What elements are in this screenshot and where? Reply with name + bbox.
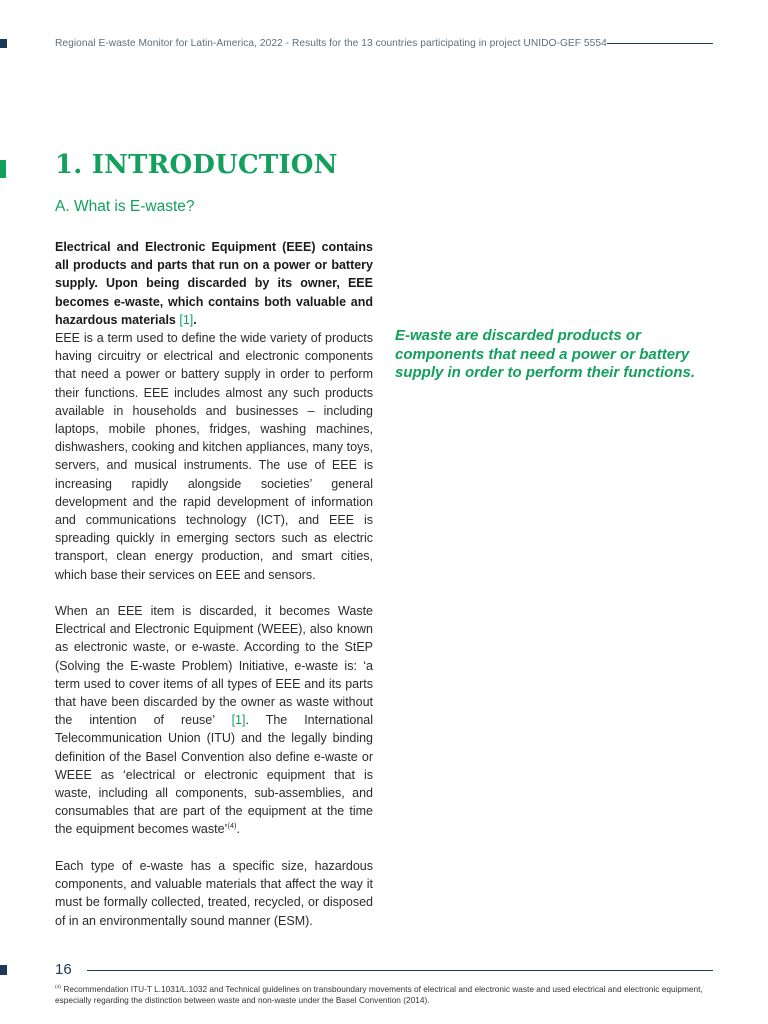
- paragraph-2: When an EEE item is discarded, it becomes Waste Electrical and Electronic Equipment (WEEE), also known as electronic waste, or e-waste. According to the StEP (Solving the E-waste Problem) Initiative, e-waste is: ‘a term used to cover items of all types of EEE and its parts that have been discarded by the owner as waste without the intention of reuse’ [1]. The International Telecommunication Union (ITU) and the legally binding definition of the Basel Convention also define e-waste or WEEE as ‘electrical or electronic equipment that is waste, including all components, sub-assemblies, and consumables that are part of the equipment at the time the equipment becomes waste’$^{(4)}$.: [55, 604, 374, 837]
- footnote-text: Recommendation ITU-T L.1031/L.1032 and Technical guidelines on transboundary movements of electrical and electronic waste and used electrical and electronic equipment, especially regarding the distinction between waste and non-waste under the Basel Convention (2014).: [55, 984, 703, 1005]
- edge-marker-top: [0, 39, 7, 48]
- edge-marker-bottom: [0, 965, 7, 975]
- page-number: 16: [55, 961, 72, 978]
- section-subtitle: A. What is E-waste?: [55, 198, 195, 215]
- paragraph-3: Each type of e-waste has a specific size, hazardous components, and valuable materials that affect the way it must be formally collected, treated, recycled, or disposed of in an environmentally sound manner (ESM).: [55, 859, 373, 928]
- section-title: 1. INTRODUCTION: [55, 150, 338, 180]
- paragraph-1: EEE is a term used to define the wide variety of products having circuitry or electrical and electronic components that need a power or battery supply in order to perform their functions. EEE includes almost any such products available in households and businesses – including laptops, mobile phones, fridges, washing machines, dishwashers, cooking and kitchen appliances, many toys, servers, and musical instruments. The use of EEE is increasing rapidly alongside societies’ general development and the rapid development of information and communications technology (ICT), and EEE is spreading quickly in emerging sectors such as electric transport, clean energy production, and smart cities, which base their services on EEE and sensors.: [55, 331, 373, 582]
- paragraph-3-block: [55, 857, 373, 930]
- reference-link[interactable]: [1]: [179, 312, 194, 327]
- header-rule: [607, 43, 713, 44]
- section-accent-bar: [0, 160, 6, 178]
- footnote-number: (4): [55, 984, 62, 991]
- intro-block: [55, 238, 373, 584]
- intro-lead: Electrical and Electronic Equipment (EEE) contains all products and parts that run on a power or battery supply. Upon being discarded by its owner, EEE becomes e-waste, which contains both valuable and hazardous materials [1].: [55, 240, 373, 327]
- footer-rule: [87, 970, 713, 971]
- pull-quote: E-waste are discarded products or components that need a power or battery supply in order to perform their functions.: [395, 327, 696, 381]
- footnote-marker[interactable]: (4): [227, 821, 237, 831]
- running-header: Regional E-waste Monitor for Latin-America, 2022 - Results for the 13 countries participating in project UNIDO-GEF 5554: [55, 38, 607, 49]
- footnote: [55, 984, 715, 1006]
- intro-lead-text: Electrical and Electronic Equipment (EEE) contains all products and parts that run on a power or battery supply. Upon being discarded by its owner, EEE becomes e-waste, which contains both valuable and hazardous materials: [55, 240, 373, 327]
- reference-link[interactable]: [1]: [231, 713, 246, 728]
- paragraph-2-block: [55, 602, 373, 839]
